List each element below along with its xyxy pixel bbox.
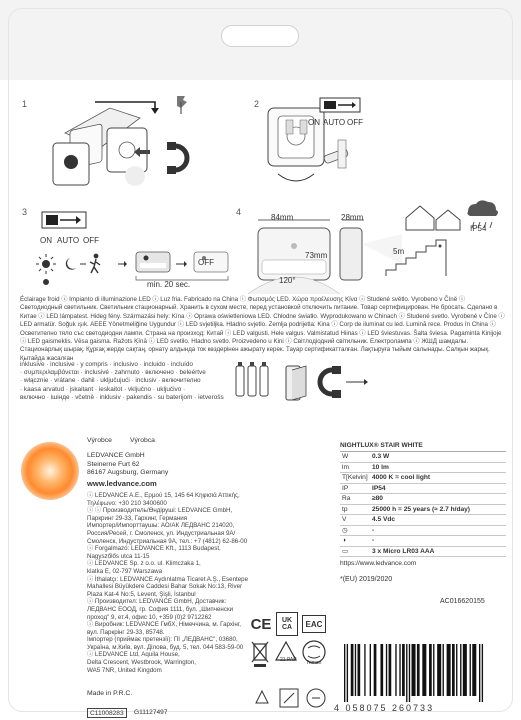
included-items-icons bbox=[232, 360, 382, 408]
multilingual-legal-text: Éclairage froid ⓘ Impianto di illuminazione LED ⓘ Luz fria. Fabricado na China ⓘ Φωτισμός LED. Χώρα προέλευσης Κίνα ⓘ Studené světlo. Vyrobeno v Číně ⓘ Светодиодный светильник. Светильник стационарный. Хранить в сухом месте, перед установкой отключить питание. Товар сертифицирован. Не бросать. Сделано в Китае ⓘ LED lámpatest. Hideg fény. Származási hely: Kína ⓘ Oprawa oświetleniowa LED. Chłodne światło. Wyprodukowano w Chinach ⓘ Studené svetlo. Vyrobené v Číne ⓘ LED armatür. Soğuk ışık. AEEE Yönetmeliğine Uygundur ⓘ LED svjetiljka. Hladno svjetlo. Zemlja podrijetla: Kina ⓘ Corp de iluminat cu led. Lumină rece. Produs în China ⓘ Осветително тяло със светодиодни лампи. Страна на произход: Китай ⓘ LED valgusti. Hele valgus. Valmistatud Hiinas ⓘ LED šviestuvas. Šalta šviesa. Pagaminta Kinijoje ⓘ LED gaismeklis. Vēsa gaisma. Ražots Ķīnā ⓘ LED svetilo. Hladno svetlo. Proizvedeno u Kini ⓘ Світлодіодний світильник. Електролампа ⓘ ЖШД шамдалы. Стационарлық шырақ. Құрғақ жерде сақтаң, орнату алдында ток көздерінен ажырату керек. Тауар сертификатталған. Лақтыруға тыйым салынады. Салқын жарық. Қытайда жасалған bbox=[20, 296, 505, 362]
spec-url[interactable]: https://www.ledvance.com bbox=[340, 560, 417, 567]
address-line: ⓘ Forgalmazó: LEDVANCE Kft., 1113 Budapest, bbox=[87, 545, 221, 553]
barcode-bar bbox=[429, 644, 432, 696]
made-in-label: Made in P.R.C. bbox=[87, 690, 133, 697]
spec-key: lm bbox=[342, 463, 349, 471]
spec-key: W bbox=[342, 453, 349, 460]
disposal-icons bbox=[250, 683, 332, 715]
barcode-digits: 4 058075 260733 bbox=[334, 703, 435, 713]
barcode-bar bbox=[437, 644, 441, 696]
spec-value: - bbox=[372, 537, 375, 544]
manufacturer-city: 86167 Augsburg, Germany bbox=[87, 469, 169, 477]
step-2-number: 2 bbox=[254, 99, 260, 109]
spec-row bbox=[340, 452, 506, 463]
address-line: ⓘ İthalatçı: LEDVANCE Aydınlatma Ticaret A.Ş., Esentepe bbox=[87, 575, 249, 583]
ukca-mark-text: UK CA bbox=[281, 617, 293, 631]
manufacturer-address bbox=[87, 452, 168, 478]
spec-value: 10 lm bbox=[372, 463, 389, 471]
address-line: Τηλέφωνο: +30 210 3400600 bbox=[87, 499, 167, 507]
spec-value: - bbox=[372, 526, 375, 534]
spec-row bbox=[340, 505, 506, 516]
address-line: Смоленск, Индустриальная 9А, тел.: +7 (4812) 62-86-00 bbox=[87, 537, 248, 545]
spec-value: 4000 K = cool light bbox=[372, 474, 431, 481]
spec-value: 4.5 Vdc bbox=[372, 516, 396, 523]
triman-label: Triman bbox=[306, 660, 322, 666]
barcode-bar bbox=[380, 644, 383, 696]
ukca-mark-icon bbox=[276, 612, 298, 636]
spec-key: V bbox=[342, 516, 347, 523]
address-line: проход" 9, ет.4, офис 10, +359 (0)2 9712262 bbox=[87, 613, 212, 621]
address-line: ⓘ Производител: LEDVANCE GmbH, Доставчик: bbox=[87, 598, 227, 606]
barcode-bar bbox=[364, 644, 365, 696]
address-line: Mahallesi Büyükdere Caddesi Bahar Sokak No:13, River bbox=[87, 583, 243, 591]
spec-row bbox=[340, 463, 506, 474]
address-line: Россия/Ресей, г. Смоленск, ул. Индустриальная 9А/ bbox=[87, 529, 236, 537]
hang-tab bbox=[0, 0, 521, 80]
address-line: Паркринг 29-33, Гархинг, Германия bbox=[87, 514, 188, 522]
spec-row bbox=[340, 536, 506, 547]
address-line: Plaza Kat-4 No:5, Levent, Şişli, İstanbul bbox=[87, 590, 196, 598]
step-3-off-label: OFF bbox=[83, 236, 99, 245]
step-1-diagram bbox=[35, 88, 225, 198]
barcode-bar bbox=[482, 644, 483, 702]
address-line: klatka E, 02-797 Warszawa bbox=[87, 567, 163, 575]
spec-value: 3 x Micro LR03 AAA bbox=[372, 547, 435, 555]
inclusive-line: inklusive · inclusive · y compris · inclusivo · incluido · incluído bbox=[20, 361, 193, 368]
clock-icon: ◷ bbox=[342, 526, 348, 534]
barcode-bar bbox=[456, 644, 457, 696]
address-line: ЛЕДВАНС ЕООД, гр. София 1111, бул. „Шипченски bbox=[87, 605, 234, 613]
barcode-bar bbox=[386, 644, 387, 696]
step-2-switch bbox=[308, 96, 372, 118]
dimmer-icon: ◑ bbox=[342, 537, 346, 544]
address-line: Nagyszőlős utca 11-15 bbox=[87, 552, 150, 560]
spec-value: IP54 bbox=[372, 484, 386, 492]
manufacturer-website[interactable]: www.ledvance.com bbox=[87, 479, 157, 488]
address-line: Імпортер (приймає претензії): ПІ „ЛЕДВАНС", 03680, bbox=[87, 636, 238, 644]
address-line: Delta Crescent, Westbrook, Warrington, bbox=[87, 659, 197, 667]
ce-mark-text: CE bbox=[250, 615, 272, 633]
step-4-angle-label: 120° bbox=[279, 276, 296, 285]
address-line: ⓘ LEDVANCE Sp. z o.o. ul. Klimczaka 1, bbox=[87, 560, 201, 568]
spec-title: NIGHTLUX® STAIR WHITE bbox=[340, 440, 506, 452]
barcode-bar bbox=[374, 644, 377, 696]
address-line: Импортер/Импорттаушы: АО/АК ЛЕДВАНС 214020, bbox=[87, 522, 235, 530]
barcode-bar bbox=[447, 644, 451, 696]
spec-value: 0.3 W bbox=[372, 453, 390, 460]
step-3-number: 3 bbox=[22, 207, 28, 217]
sku-code: AC016620155 bbox=[440, 598, 485, 605]
step-3-on-label: ON bbox=[40, 236, 52, 245]
barcode-bar bbox=[433, 644, 434, 696]
barcode-bar bbox=[347, 644, 348, 702]
step-3-switch bbox=[36, 210, 100, 232]
spec-value: ≥80 bbox=[372, 495, 383, 502]
barcode-bar bbox=[479, 644, 480, 702]
step-4-installation-scene bbox=[376, 198, 506, 280]
address-line: ⓘ ⓘ Производитель/Өндіруші: LEDVANCE GmbH, bbox=[87, 507, 233, 515]
inclusive-text bbox=[20, 361, 235, 402]
barcode-bar bbox=[370, 644, 371, 696]
code-c: C11008283 bbox=[87, 708, 127, 718]
step-2-off-label: OFF bbox=[347, 118, 363, 127]
code-g: G11127497 bbox=[134, 709, 168, 716]
barcode-bar bbox=[399, 644, 400, 696]
manufacturer-name: LEDVANCE GmbH bbox=[87, 452, 145, 459]
step-3-off-result-label: OFF bbox=[198, 258, 214, 267]
hang-hole bbox=[221, 25, 299, 47]
inclusive-line: · kaasa arvatud · įskaitant · ieskaitot · vključno · uključivo · bbox=[20, 385, 186, 393]
spec-row bbox=[340, 515, 506, 526]
step-3-delay-label: min. 20 sec. bbox=[147, 280, 191, 289]
address-line: вул. Паркрінг 29-33, 85748. bbox=[87, 628, 165, 636]
step-1-number: 1 bbox=[22, 99, 28, 109]
manufacturer-label-1: Výrobce bbox=[87, 437, 112, 444]
spec-key: IP bbox=[342, 484, 349, 492]
address-line: ⓘ Виробник: LEDVANCE ГмбХ, Німеччина, м. Гархінг, bbox=[87, 621, 241, 629]
spec-key: Ra bbox=[342, 495, 351, 502]
inclusive-line: · włącznie · vrátane · dahil · uključujući · inclusiv · включително bbox=[20, 377, 201, 385]
barcode-bar bbox=[452, 644, 455, 696]
address-line: Україна, м.Київ, вул. Ділова, буд. 5, тел. 044 583-59-00 bbox=[87, 643, 244, 651]
eu-regulation: *(EU) 2019/2020 bbox=[340, 576, 393, 583]
address-line: ⓘ LEDVANCE Ltd, Aquila House, bbox=[87, 651, 180, 659]
barcode-bar bbox=[412, 644, 416, 696]
barcode-bar bbox=[358, 644, 361, 696]
manufacturer-label-2: Výrobca bbox=[130, 437, 155, 444]
spec-table bbox=[340, 440, 506, 567]
pap-label: 21 PAP bbox=[280, 657, 297, 663]
inclusive-line: · συμπεριλαμβάνεται · inclusivé · zahrnuto · включено · beleértve bbox=[20, 369, 206, 377]
step-4-width-label: 84mm bbox=[271, 213, 294, 222]
barcode-bar bbox=[422, 644, 426, 696]
barcode-bar bbox=[402, 644, 405, 696]
step-2-on-label: ON bbox=[308, 118, 320, 127]
address-line: ⓘ LEDVANCE A.E., Ερμού 15, 145 64 Κηφισιά Αττικής, bbox=[87, 492, 240, 499]
spec-row bbox=[340, 473, 506, 484]
spec-row bbox=[340, 547, 506, 558]
barcode-bar bbox=[460, 644, 461, 696]
spec-row bbox=[340, 494, 506, 505]
ean-barcode bbox=[332, 640, 510, 710]
eac-mark-icon bbox=[302, 615, 326, 633]
barcode-bar bbox=[443, 644, 444, 696]
barcode-bar bbox=[351, 644, 354, 696]
ledvance-light-logo bbox=[21, 442, 79, 500]
step-2-auto-label: AUTO bbox=[323, 118, 346, 127]
barcode-bar bbox=[406, 644, 407, 702]
step-4-ip-label: IP54 bbox=[470, 224, 487, 233]
manufacturer-street: Steinerne Furt 62 bbox=[87, 460, 140, 468]
step-4-number: 4 bbox=[236, 207, 242, 217]
barcode-bar bbox=[389, 644, 392, 696]
step-4-depth-label: 28mm bbox=[341, 213, 364, 222]
barcode-bar bbox=[409, 644, 410, 702]
inclusive-line: включно · ішінде · včetně · inklusiv · pakendis · su baterijom · ietverošs bbox=[20, 393, 224, 401]
step-3-auto-label: AUTO bbox=[57, 236, 80, 245]
barcode-bar bbox=[344, 644, 345, 702]
spec-row bbox=[340, 526, 506, 537]
barcode-bar bbox=[470, 644, 471, 696]
barcode-bar bbox=[355, 644, 356, 696]
step-4-range-label: 5m bbox=[393, 247, 405, 256]
barcode-bar bbox=[463, 644, 467, 696]
address-line: WA5 7NR, United Kingdom bbox=[87, 666, 162, 674]
barcode-bar bbox=[472, 644, 476, 696]
spec-row bbox=[340, 484, 506, 495]
step-3-sequence bbox=[36, 250, 236, 292]
spec-value: 25000 h = 25 years (≈ 2.7 h/day) bbox=[372, 505, 471, 513]
step-4-height-label: 73mm bbox=[305, 251, 328, 260]
eac-mark-text: EAC bbox=[305, 619, 323, 629]
spec-key: tp bbox=[342, 505, 348, 513]
barcode-bar bbox=[395, 644, 396, 696]
spec-key: T[Kelvin] bbox=[342, 474, 368, 481]
battery-icon: ▭ bbox=[342, 547, 349, 555]
barcode-bar bbox=[417, 644, 420, 696]
ce-mark-icon bbox=[250, 613, 272, 635]
